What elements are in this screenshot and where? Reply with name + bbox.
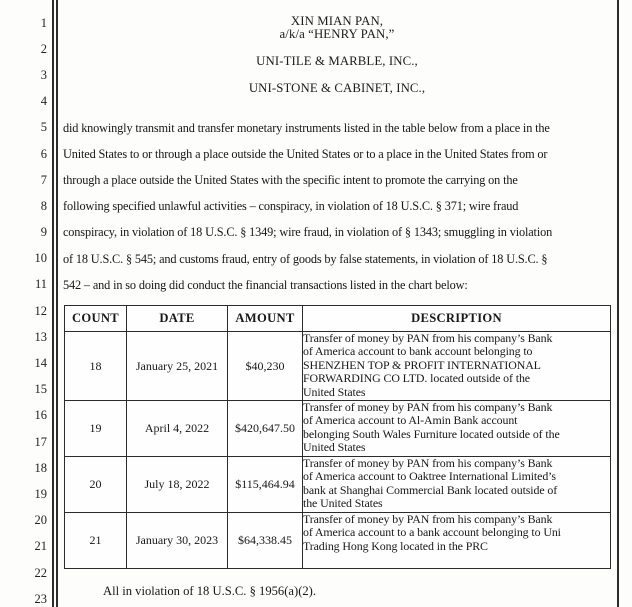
date-cell: July 18, 2022 (127, 457, 228, 513)
caption-company-2: UNI-STONE & CABINET, INC., (248, 81, 426, 95)
line-number: 23 (34, 591, 47, 606)
description-line: Transfer of money by PAN from his company’s Bank (303, 401, 553, 414)
description-cell (303, 332, 611, 401)
amount-cell: $40,230 (228, 332, 303, 401)
description-line: the United States (303, 497, 383, 511)
line-number: 11 (34, 277, 47, 292)
caption-defendant-name: XIN MIAN PAN, (290, 14, 384, 28)
body-line: through a place outside the United States with the specific intent to promote the carrying on the (63, 172, 518, 187)
line-number: 6 (40, 146, 47, 161)
description-line: belonging South Wales Furniture located outside of the (303, 427, 560, 441)
date-cell: January 30, 2023 (127, 513, 228, 569)
description-cell (303, 457, 611, 513)
line-number: 4 (40, 94, 47, 109)
transactions-table (64, 305, 611, 569)
date-cell: April 4, 2022 (127, 401, 228, 457)
description-line: Trading Hong Kong located in the PRC (303, 539, 488, 553)
line-number: 7 (40, 172, 47, 187)
left-double-rule-outer (52, 0, 54, 607)
line-number: 1 (40, 15, 47, 30)
line-number: 18 (34, 460, 47, 475)
line-number: 9 (40, 225, 47, 240)
body-line: 542 – and in so doing did conduct the financial transactions listed in the chart below: (63, 277, 468, 292)
line-number: 3 (40, 67, 47, 82)
body-line: conspiracy, in violation of 18 U.S.C. § 1349; wire fraud, in violation of § 1343; smuggling in violation (63, 225, 553, 240)
body-line: of 18 U.S.C. § 545; and customs fraud, entry of goods by false statements, in violation of 18 U.S.C. § (63, 251, 548, 266)
right-margin-rule (617, 0, 619, 607)
description-line: United States (303, 441, 366, 455)
count-cell: 19 (65, 401, 127, 457)
line-number-gutter (0, 10, 47, 607)
line-number: 15 (34, 382, 47, 397)
description-line: of America account to Oaktree International Limited’s (303, 470, 556, 484)
line-number: 10 (34, 251, 47, 266)
description-cell (303, 401, 611, 457)
column-header-count: COUNT (65, 306, 127, 332)
column-header-date: DATE (127, 306, 228, 332)
table-header-row (65, 306, 611, 332)
body-paragraph (63, 115, 608, 298)
caption-company-1: UNI-TILE & MARBLE, INC., (256, 54, 418, 68)
body-line: United States to or through a place outside the United States or to a place in the United States from or (63, 146, 548, 161)
line-number: 5 (40, 120, 47, 135)
left-double-rule-inner (56, 0, 58, 607)
description-cell (303, 513, 611, 569)
table-row (65, 513, 611, 569)
description-line: of America account to a bank account belonging to Uni (303, 526, 561, 540)
column-header-amount: AMOUNT (228, 306, 303, 332)
description-line: bank at Shanghai Commercial Bank located outside of (303, 483, 558, 497)
description-line: FORWARDING CO LTD. located outside of the (303, 372, 530, 386)
line-number: 20 (34, 513, 47, 528)
line-number: 2 (40, 41, 47, 56)
body-line: did knowingly transmit and transfer monetary instruments listed in the table below from a place in the (63, 120, 550, 135)
table-row (65, 457, 611, 513)
column-header-description: DESCRIPTION (303, 306, 611, 332)
line-number: 22 (34, 565, 47, 580)
table-row (65, 401, 611, 457)
table-row (65, 332, 611, 401)
caption-alias: a/k/a “HENRY PAN,” (279, 27, 395, 41)
line-number: 17 (34, 434, 47, 449)
violation-note: All in violation of 18 U.S.C. § 1956(a)(2). (103, 583, 317, 598)
description-line: of America account to bank account belonging to (303, 345, 533, 359)
description-line: Transfer of money by PAN from his company’s Bank (303, 332, 553, 345)
description-line: Transfer of money by PAN from his company’s Bank (303, 513, 553, 526)
amount-cell: $115,464.94 (228, 457, 303, 513)
amount-cell: $420,647.50 (228, 401, 303, 457)
count-cell: 18 (65, 332, 127, 401)
date-cell: January 25, 2021 (127, 332, 228, 401)
count-cell: 20 (65, 457, 127, 513)
line-number: 16 (34, 408, 47, 423)
description-line: United States (303, 385, 366, 399)
line-number: 19 (34, 486, 47, 501)
line-number: 12 (34, 303, 47, 318)
amount-cell: $64,338.45 (228, 513, 303, 569)
description-line: Transfer of money by PAN from his company’s Bank (303, 457, 553, 470)
line-number: 14 (34, 356, 47, 371)
line-number: 13 (34, 329, 47, 344)
body-line: following specified unlawful activities – conspiracy, in violation of 18 U.S.C. § 371; wire fraud (63, 199, 519, 214)
line-number: 8 (40, 198, 47, 213)
count-cell: 21 (65, 513, 127, 569)
line-number: 21 (34, 539, 47, 554)
description-line: of America account to Al-Amin Bank account (303, 414, 518, 428)
description-line: SHENZHEN TOP & PROFIT INTERNATIONAL (303, 358, 541, 372)
